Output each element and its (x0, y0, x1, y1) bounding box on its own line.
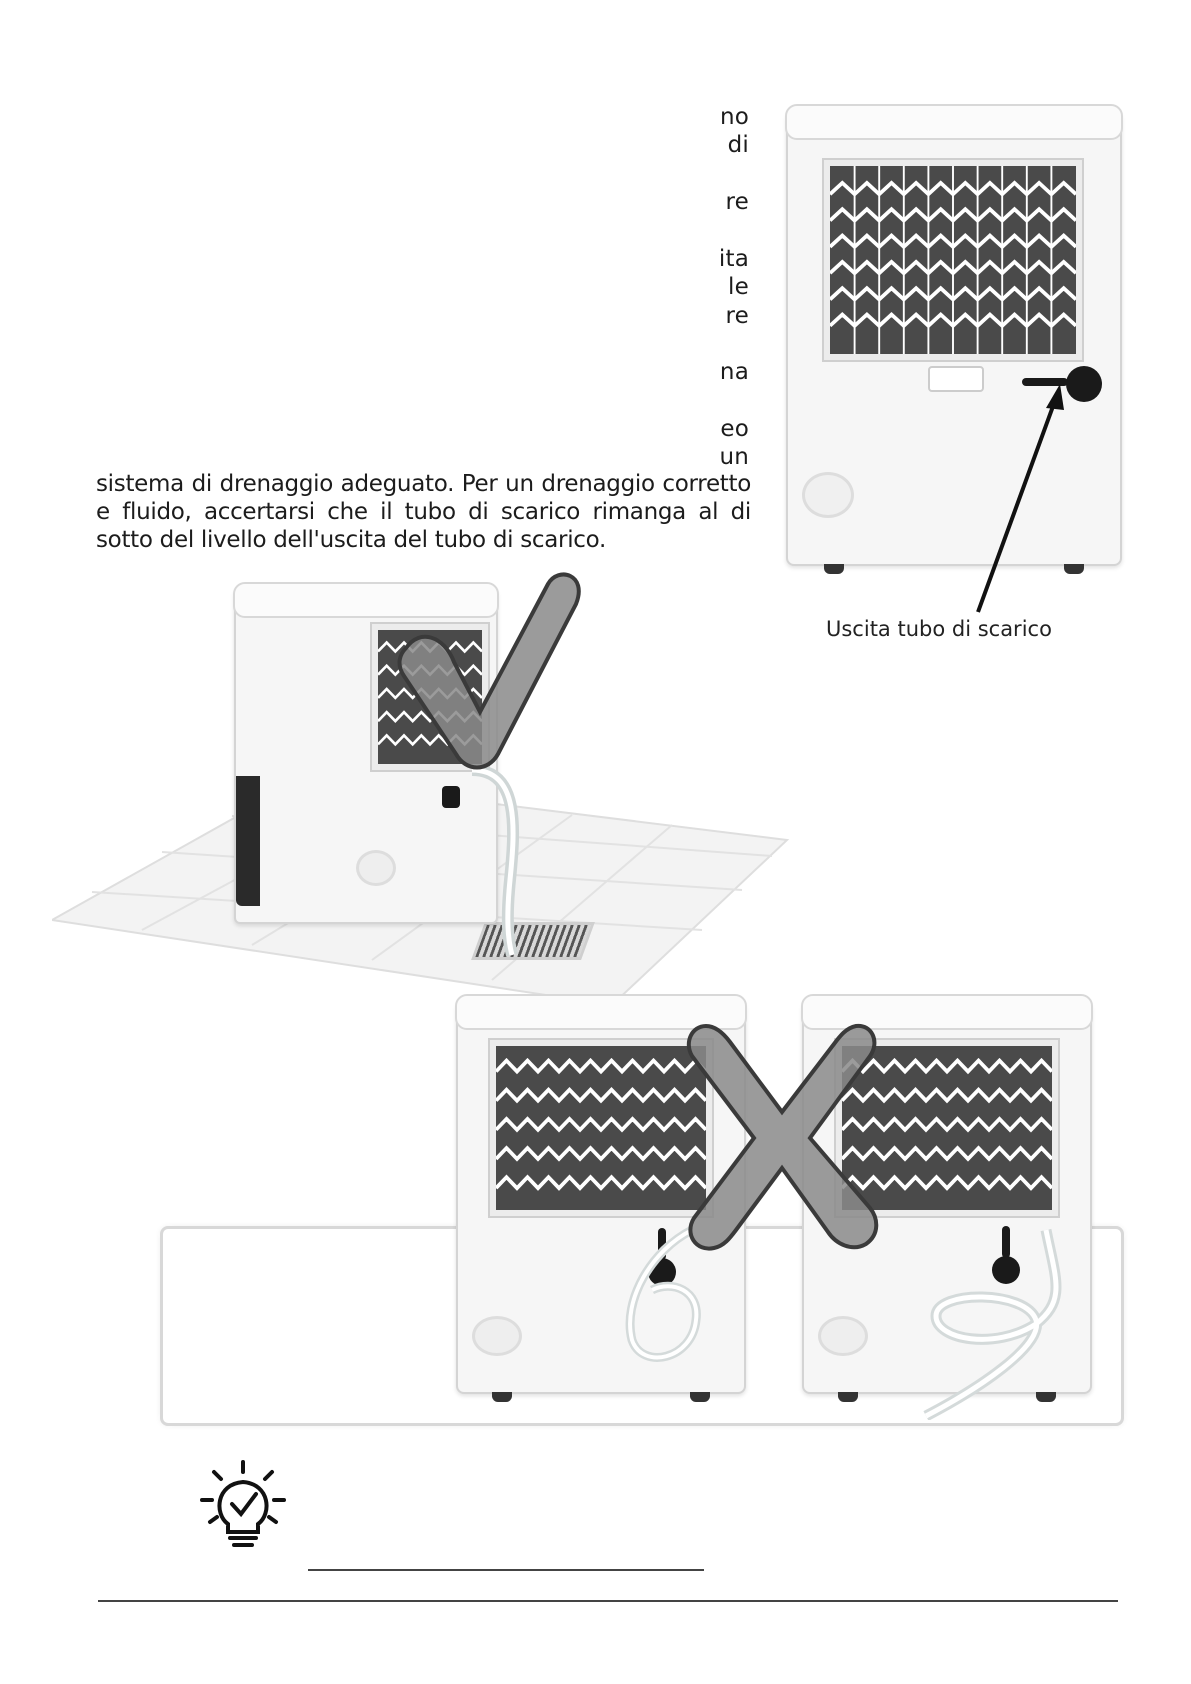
caption-arrow (960, 380, 1070, 620)
dehumidifier-rear-view (786, 106, 1122, 566)
hose-loop-flat (916, 1220, 1096, 1420)
unit-lid (785, 104, 1123, 140)
lightbulb-check-icon (200, 1460, 286, 1550)
cord-holder (356, 850, 396, 886)
text-fragment-8: eo (720, 416, 749, 442)
page-divider (98, 1600, 1118, 1602)
drain-outlet-caption: Uscita tubo di scarico (826, 617, 1052, 641)
text-fragment-6: re (725, 303, 749, 329)
air-grille (488, 1038, 714, 1218)
cord-holder (472, 1316, 522, 1356)
unit-foot (824, 564, 844, 574)
x-mark-icon (684, 1022, 880, 1254)
text-fragment-9: un (719, 444, 749, 470)
text-fragment-4: ita (718, 246, 749, 272)
air-grille (822, 158, 1084, 362)
check-mark-icon (392, 566, 592, 776)
grille-pattern (830, 166, 1076, 354)
grille-pattern (496, 1046, 706, 1210)
drain-hose (450, 760, 560, 960)
unit-foot (492, 1392, 512, 1402)
text-fragment-2: di (727, 132, 749, 158)
cord-holder (818, 1316, 868, 1356)
text-fragment-1: no (719, 104, 749, 130)
unit-foot (690, 1392, 710, 1402)
tip-divider (308, 1569, 704, 1571)
unit-foot (838, 1392, 858, 1402)
text-fragment-3: re (725, 189, 749, 215)
text-fragment-5: le (728, 274, 749, 300)
cord-holder (802, 472, 854, 518)
text-fragment-7: na (719, 359, 749, 385)
side-panel (236, 776, 260, 906)
drain-outlet (1066, 366, 1102, 402)
drainage-paragraph: sistema di drenaggio adeguato. Per un drenaggio corretto e fluido, accertarsi che il tubo di scarico rimanga al di sotto del livello dell'uscita del tubo di scarico. (96, 471, 751, 553)
